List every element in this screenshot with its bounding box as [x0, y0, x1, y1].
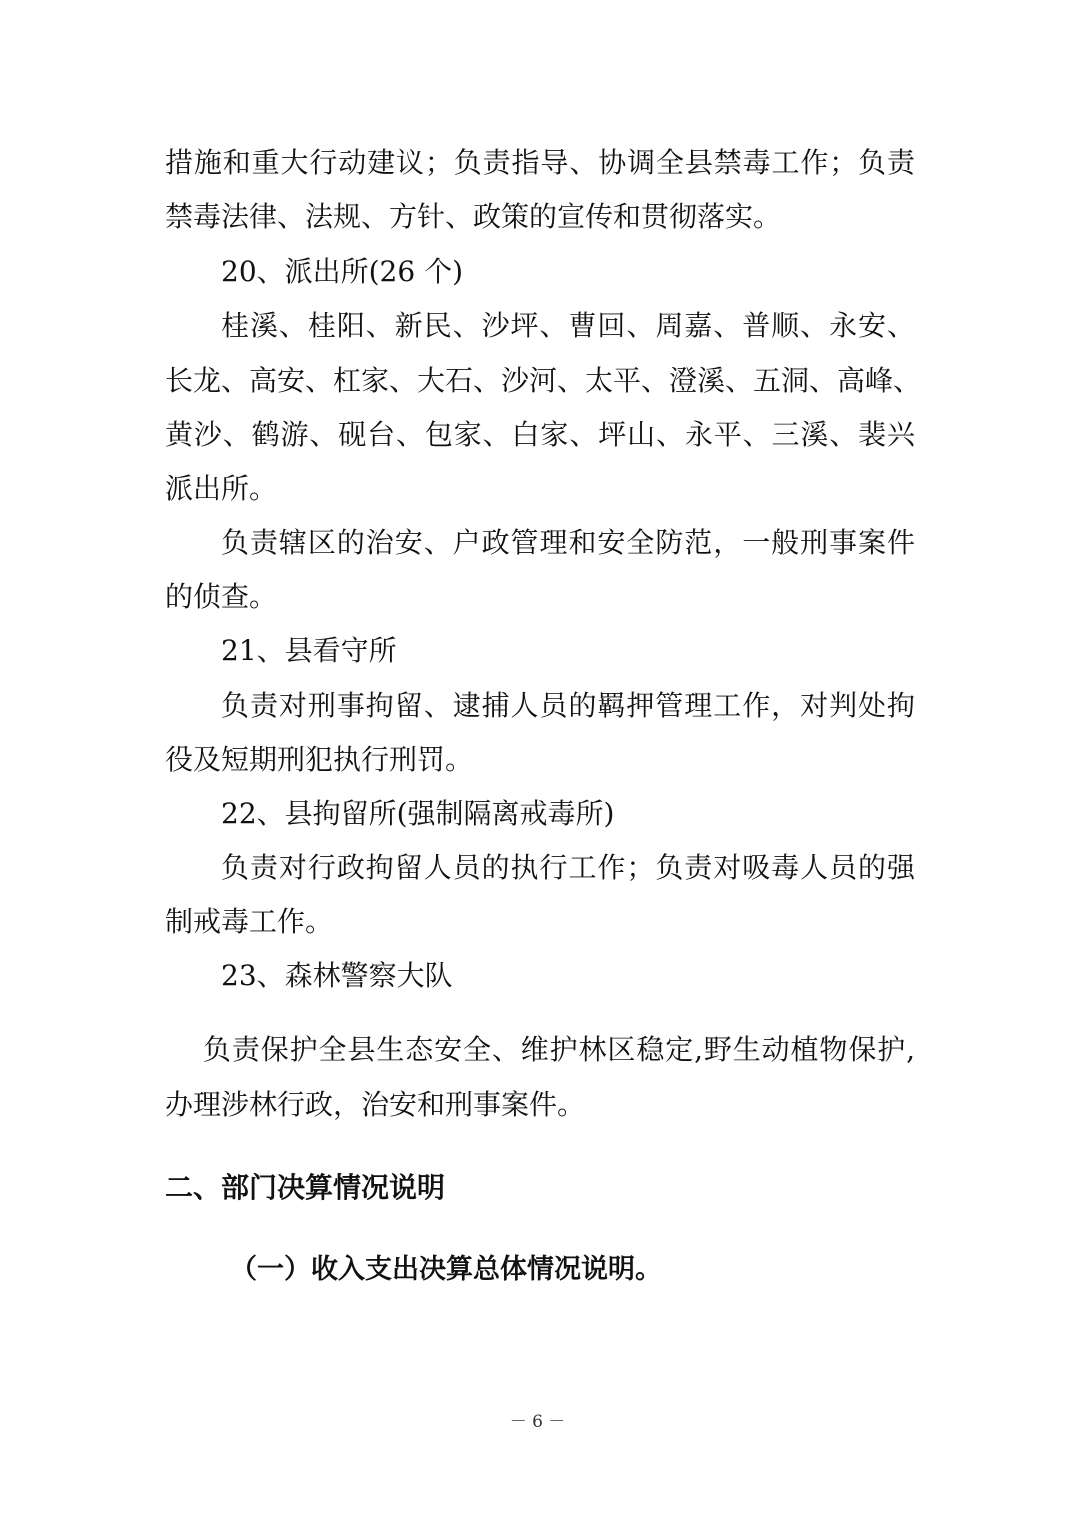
item-title-police-stations: 20、派出所(26 个) — [221, 255, 464, 288]
paragraph-line: 负责辖区的治安、户政管理和安全防范，一般刑事案件 — [221, 526, 915, 559]
paragraph-line: 桂溪、桂阳、新民、沙坪、曹回、周嘉、普顺、永安、 — [221, 309, 915, 342]
paragraph-line: 黄沙、鹤游、砚台、包家、白家、坪山、永平、三溪、裴兴 — [165, 418, 915, 451]
paragraph-line: 长龙、高安、杠家、大石、沙河、太平、澄溪、五洞、高峰、 — [165, 364, 922, 397]
item-title-detention-center: 21、县看守所 — [221, 634, 397, 667]
item-title-forest-police: 23、森林警察大队 — [221, 959, 453, 992]
paragraph-line: 负责对刑事拘留、逮捕人员的羁押管理工作，对判处拘 — [221, 689, 915, 722]
paragraph-line: 措施和重大行动建议；负责指导、协调全县禁毒工作；负责 — [165, 146, 915, 179]
subsection-heading: （一）收入支出决算总体情况说明。 — [230, 1254, 662, 1285]
item-title-custody-center: 22、县拘留所(强制隔离戒毒所) — [221, 797, 615, 830]
paragraph-line: 负责保护全县生态安全、维护林区稳定,野生动植物保护, — [203, 1033, 915, 1066]
section-heading: 二、部门决算情况说明 — [165, 1171, 446, 1204]
paragraph-line: 制戒毒工作。 — [165, 905, 334, 938]
paragraph-line: 派出所。 — [165, 472, 278, 505]
paragraph-line: 禁毒法律、法规、方针、政策的宣传和贯彻落实。 — [165, 200, 782, 233]
paragraph-line: 的侦查。 — [165, 580, 278, 613]
paragraph-line: 负责对行政拘留人员的执行工作；负责对吸毒人员的强 — [221, 851, 915, 884]
paragraph-line: 役及短期刑犯执行刑罚。 — [165, 743, 474, 776]
page-number: － 6 － — [509, 1412, 566, 1432]
paragraph-line: 办理涉林行政，治安和刑事案件。 — [165, 1088, 586, 1121]
